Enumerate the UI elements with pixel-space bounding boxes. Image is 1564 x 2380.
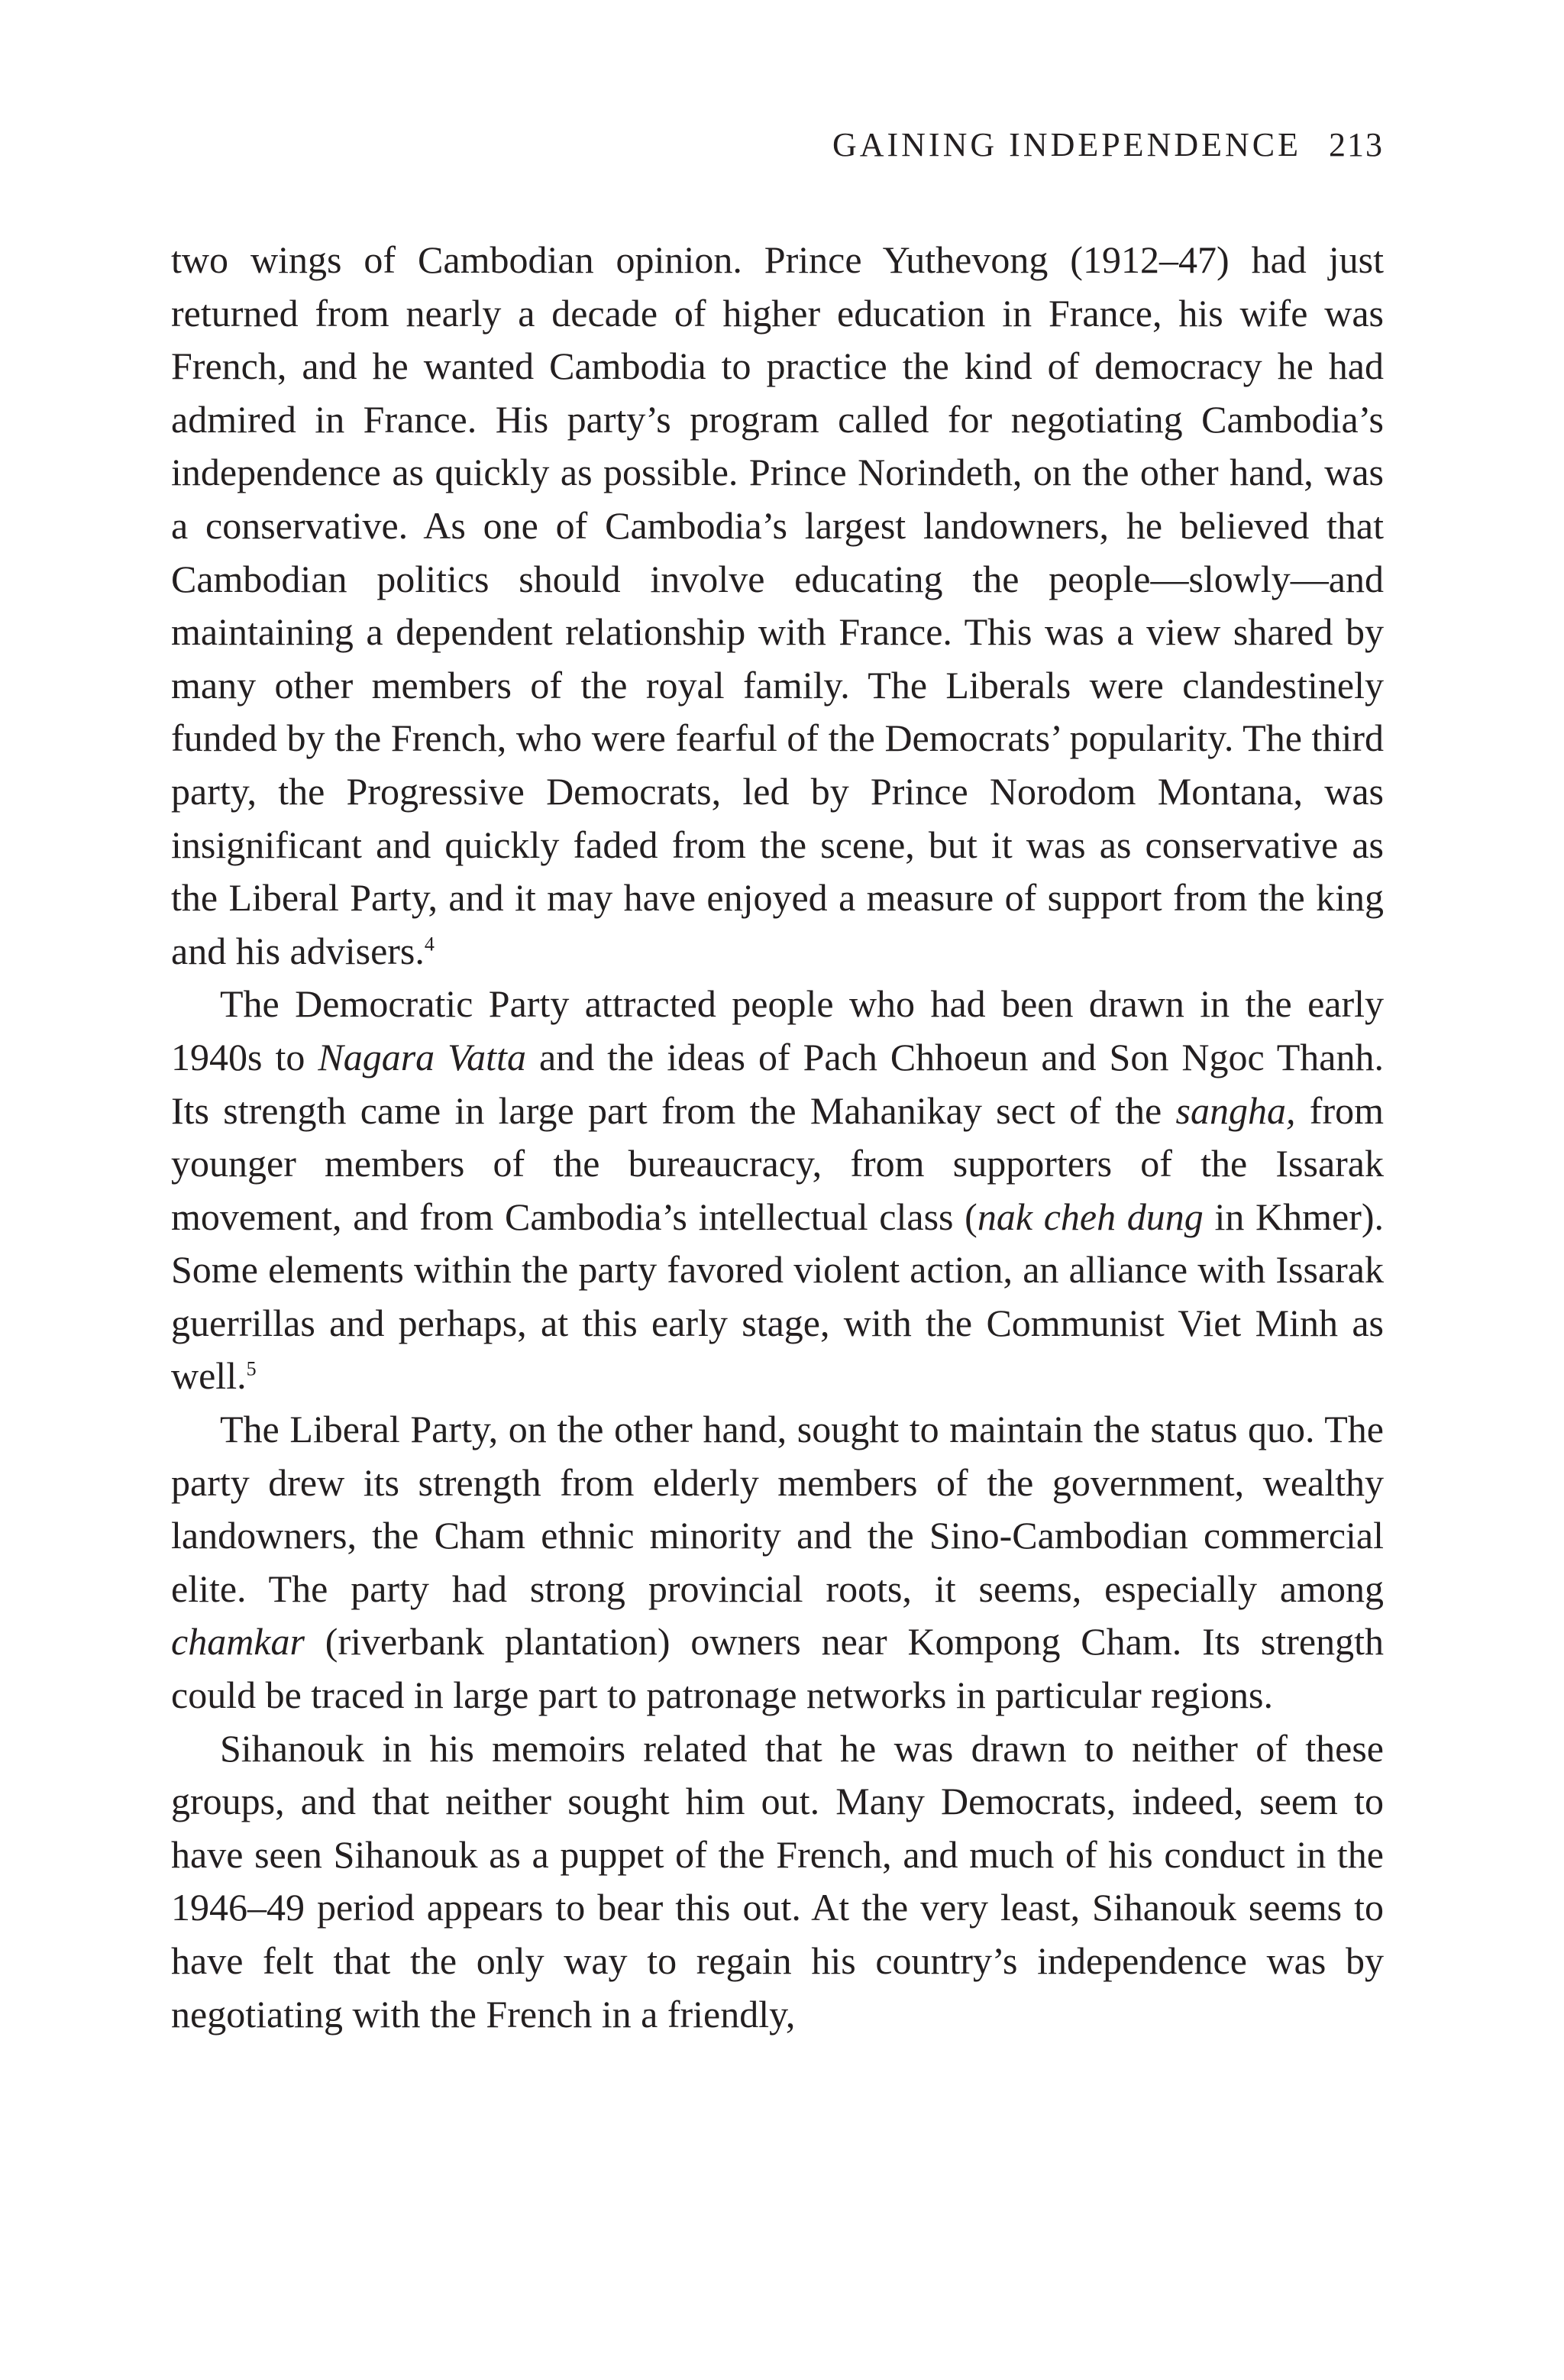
italic-term: sangha, <box>1175 1088 1296 1132</box>
body-text <box>171 234 1384 2041</box>
running-head <box>171 124 1384 167</box>
italic-term: nak cheh dung <box>977 1195 1204 1238</box>
text-run: The Democratic Party attracted people who had been drawn in the early 1940s to <box>171 982 1384 1078</box>
footnote-marker: 5 <box>246 1357 257 1380</box>
text-run: (riverbank plantation) owners near Kompong Cham. Its strength could be traced in large part to patronage networks in particular regions. <box>171 1620 1384 1717</box>
text-run: two wings of Cambodian opinion. Prince Yuthevong (1912–47) had just returned from nearly a decade of higher education in France, his wife was French, and he wanted Cambodia to practice the kind of democracy he had admired in France. His party’s program called for negotiating Cambodia’s independence as quickly as possible. Prince Norindeth, on the other hand, was a conservative. As one of Cambodia’s largest landowners, he believed that Cambodian politics should involve educating the people—slowly—and maintaining a dependent relationship with France. This was a view shared by many other members of the royal family. The Liberals were clandestinely funded by the French, who were fearful of the Democrats’ popularity. The third party, the Progressive Democrats, led by Prince Norodom Montana, was insignificant and quickly faded from the scene, but it was as conservative as the Liberal Party, and it may have enjoyed a measure of support from the king and his advisers. <box>171 238 1384 972</box>
paragraph <box>171 1722 1384 2042</box>
text-run: The Liberal Party, on the other hand, sought to maintain the status quo. The party drew its strength from elderly members of the government, wealthy landowners, the Cham ethnic minority and the Sino-Cambodian commercial elite. The party had strong provincial roots, it seems, especially among <box>171 1408 1384 1610</box>
page-number: 213 <box>1329 126 1384 163</box>
running-head-title: GAINING INDEPENDENCE <box>832 126 1301 163</box>
text-run: and the ideas of Pach Chhoeun and Son Ngoc Thanh. Its strength came in large part from the Mahanikay sect of the <box>171 1035 1384 1132</box>
italic-term: chamkar <box>171 1620 305 1664</box>
text-run: from younger members of the bureaucracy, from supporters of the Issarak movement, and from Cambodia’s intellectual class ( <box>171 1088 1384 1238</box>
text-run: Sihanouk in his memoirs related that he was drawn to neither of these groups, and that neither sought him out. Many Democrats, indeed, seem to have seen Sihanouk as a puppet of the French, and much of his conduct in the 1946–49 period appears to bear this out. At the very least, Sihanouk seems to have felt that the only way to regain his country’s independence was by negotiating with the French in a friendly, <box>171 1726 1384 2036</box>
paragraph <box>171 978 1384 1403</box>
footnote-marker: 4 <box>424 933 435 956</box>
paragraph <box>171 234 1384 978</box>
paragraph <box>171 1403 1384 1722</box>
text-run: in Khmer). Some elements within the party favored violent action, an alliance with Issarak guerrillas and perhaps, at this early stage, with the Communist Viet Minh as well. <box>171 1195 1385 1398</box>
italic-term: Nagara Vatta <box>318 1035 526 1078</box>
